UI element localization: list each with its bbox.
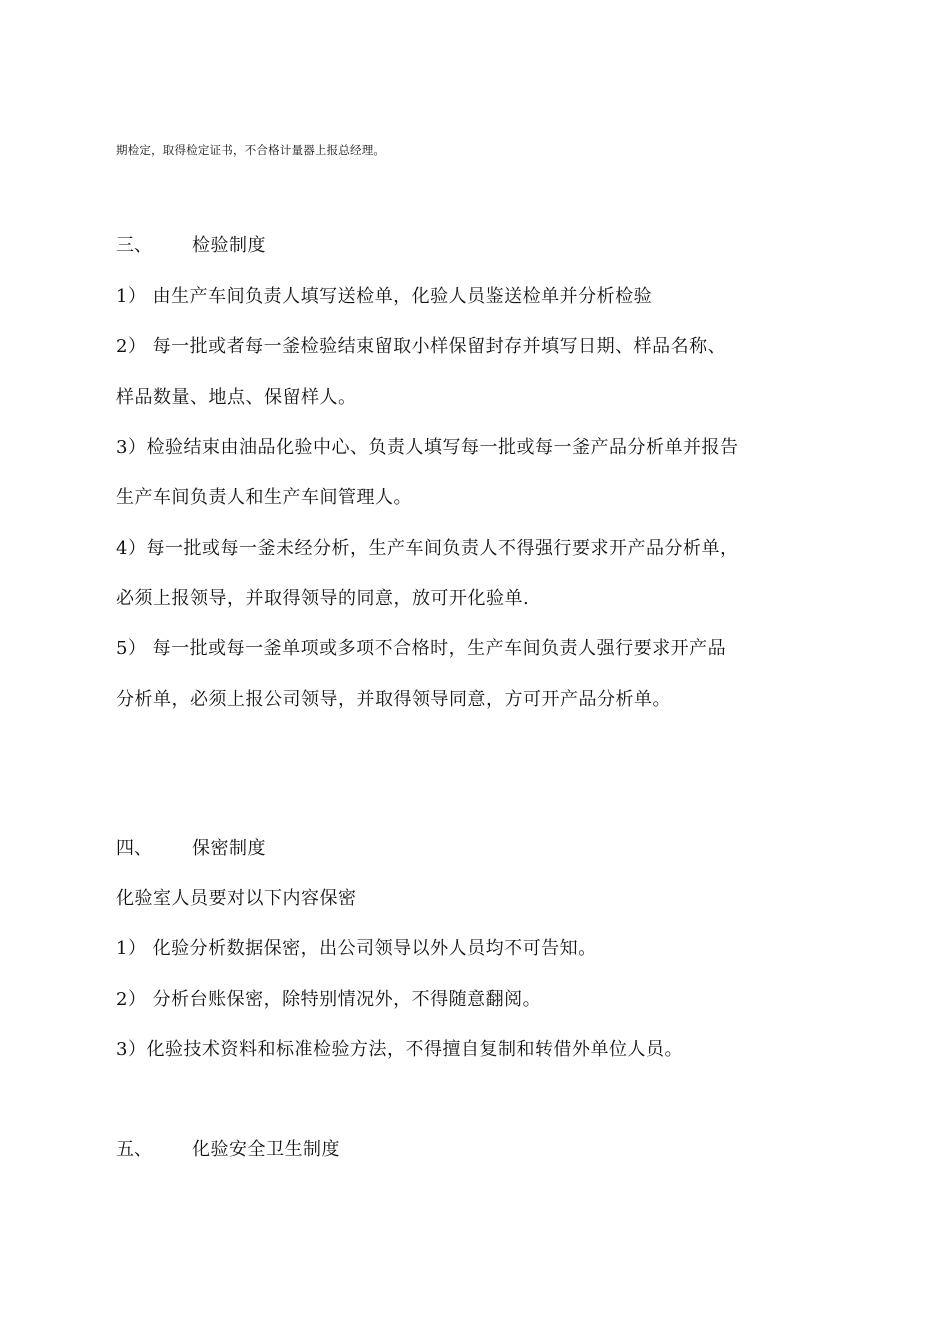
- section-title: 化验安全卫生制度: [192, 1139, 340, 1160]
- paragraph-line: 生产车间负责人和生产车间管理人。: [116, 487, 412, 508]
- paragraph-line: 1） 由生产车间负责人填写送检单，化验人员鉴送检单并分析检验: [116, 286, 653, 307]
- section-title: 保密制度: [192, 838, 266, 859]
- section-number: 五、: [116, 1139, 152, 1160]
- paragraph-line: 样品数量、地点、保留样人。: [116, 387, 357, 408]
- section-number: 四、: [116, 838, 152, 859]
- section-number: 三、: [116, 235, 152, 256]
- paragraph-line: 分析单，必须上报公司领导，并取得领导同意，方可开产品分析单。: [116, 689, 671, 710]
- section-title: 检验制度: [192, 235, 266, 256]
- paragraph-line: 化验室人员要对以下内容保密: [116, 888, 357, 909]
- paragraph-line: 2） 分析台账保密，除特别情况外，不得随意翻阅。: [116, 989, 542, 1010]
- paragraph-line: 5） 每一批或每一釜单项或多项不合格时，生产车间负责人强行要求开产品: [116, 638, 727, 659]
- paragraph-line: 必须上报领导，并取得领导的同意，放可开化验单.: [116, 588, 530, 609]
- paragraph-line: 1） 化验分析数据保密，出公司领导以外人员均不可告知。: [116, 938, 597, 959]
- paragraph-line: 3）化验技术资料和标准检验方法，不得擅自复制和转借外单位人员。: [116, 1039, 683, 1060]
- paragraph-line: 3）检验结束由油品化验中心、负责人填写每一批或每一釜产品分析单并报告: [116, 437, 739, 458]
- top-fragment-text: 期检定，取得检定证书，不合格计量器上报总经理。: [116, 143, 386, 157]
- paragraph-line: 2） 每一批或者每一釜检验结束留取小样保留封存并填写日期、样品名称、: [116, 336, 727, 357]
- paragraph-line: 4）每一批或每一釜未经分析，生产车间负责人不得强行要求开产品分析单，: [116, 538, 739, 559]
